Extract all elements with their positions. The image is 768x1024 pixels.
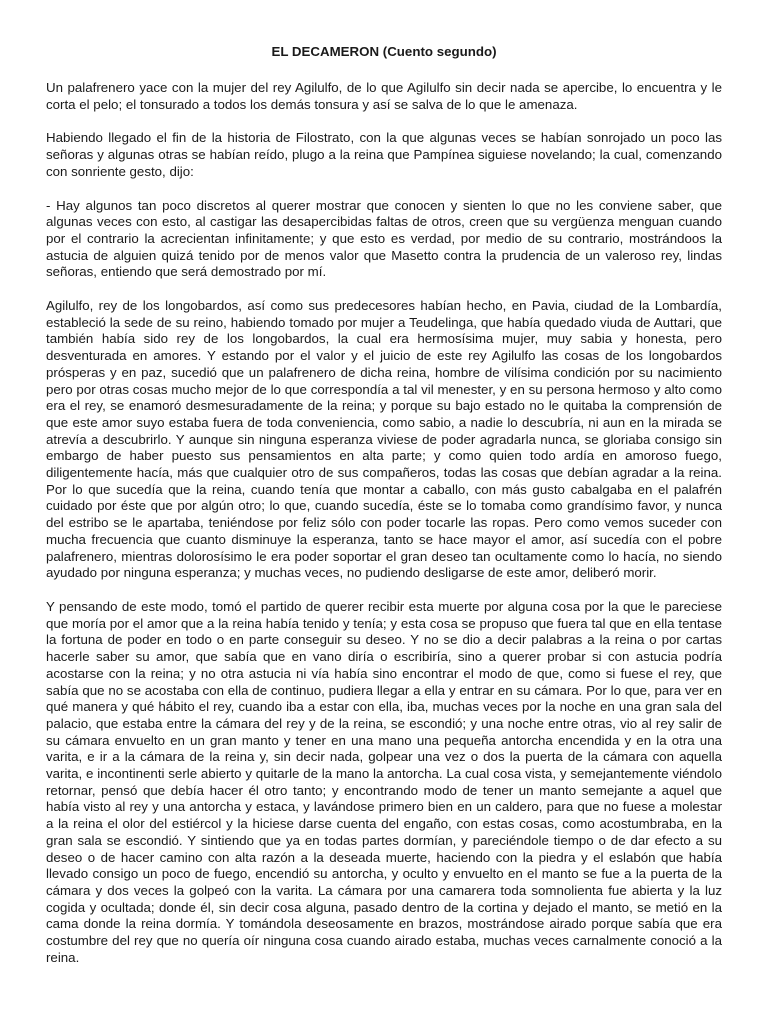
- introduction-paragraph: Habiendo llegado el fin de la historia de Filostrato, con la que algunas veces se habían sonrojado un poco las señoras y algunas otras se habían reído, plugo a la reina que Pampínea siguiese novelando; la cual, comenzando con sonriente gesto, dijo:: [46, 130, 722, 179]
- document-page: [46, 42, 722, 983]
- story-paragraph-agilulfo: Agilulfo, rey de los longobardos, así como sus predecesores habían hecho, en Pavia, ciudad de la Lombardía, estableció la sede de su reino, habiendo tomado por mujer a Teudelinga, que había quedado viuda de Auttari, que también había sido rey de los longobardos, la cual era hermosísima mujer, muy sabia y honesta, pero desventurada en amores. Y estando por el valor y el juicio de este rey Agilulfo las cosas de los longobardos prósperas y en paz, sucedió que un palafrenero de dicha reina, hombre de vilísima condición por su nacimiento pero por otras cosas mucho mejor de lo que correspondía a tal vil menester, y en su persona hermoso y alto como era el rey, se enamoró desmesuradamente de la reina; y porque su bajo estado no le quitaba la comprensión de que este amor suyo estaba fuera de toda conveniencia, como sabio, a nadie lo descubría, ni aun en la mirada se atrevía a descubrirlo. Y aunque sin ninguna esperanza viviese de poder agradarla nunca, se gloriaba consigo sin embargo de haber puesto sus pensamientos en alta parte; y como quien todo ardía en amoroso fuego, diligentemente hacía, más que cualquier otro de sus compañeros, todas las cosas que debían agradar a la reina. Por lo que sucedía que la reina, cuando tenía que montar a caballo, con más gusto cabalgaba en el palafrén cuidado por éste que por algún otro; lo que, cuando sucedía, éste se lo tomaba como grandísimo favor, y nunca del estribo se le apartaba, teniéndose por feliz sólo con poder tocarle las ropas. Pero como vemos suceder con mucha frecuencia que cuanto disminuye la esperanza, tanto se hace mayor el amor, así sucedía con el pobre palafrenero, mientras dolorosísimo le era poder soportar el gran deseo tan ocultamente como lo hacía, no siendo ayudado por ninguna esperanza; y muchas veces, no pudiendo desligarse de este amor, deliberó morir.: [46, 298, 722, 581]
- story-paragraph-plan: Y pensando de este modo, tomó el partido de querer recibir esta muerte por alguna cosa por la que le pareciese que moría por el amor que a la reina había tenido y tenía; y esta cosa se propuso que fuera tal que en ella tentase la fortuna de poder en todo o en parte conseguir su deseo. Y no se dio a decir palabras a la reina o por cartas hacerle saber su amor, que sabía que en vano diría o escribiría, sino a querer probar si con astucia podría acostarse con la reina; y no otra astucia ni vía había sino encontrar el modo de que, como si fuese el rey, que sabía que no se acostaba con ella de continuo, pudiera llegar a ella y entrar en su cámara. Por lo que, para ver en qué manera y qué hábito el rey, cuando iba a estar con ella, iba, muchas veces por la noche en una gran sala del palacio, que estaba entre la cámara del rey y de la reina, se escondió; y una noche entre otras, vio al rey salir de su cámara envuelto en un gran manto y tener en una mano una pequeña antorcha encendida y en la otra una varita, e ir a la cámara de la reina y, sin decir nada, golpear una vez o dos la puerta de la cámara con aquella varita, e incontinenti serle abierto y quitarle de la mano la antorcha. La cual cosa vista, y semejantemente viéndolo retornar, pensó que debía hacer él otro tanto; y encontrando modo de tener un manto semejante a aquel que había visto al rey y una antorcha y estaca, y lavándose primero bien en un caldero, para que no fuese a molestar a la reina el olor del estiércol y la hiciese darse cuenta del engaño, con estas cosas, como acostumbraba, en la gran sala se escondió. Y sintiendo que ya en todas partes dormían, y pareciéndole tiempo o de dar efecto a su deseo o de hacer camino con alta razón a la deseada muerte, haciendo con la piedra y el eslabón que había llevado consigo un poco de fuego, encendió su antorcha, y oculto y envuelto en el manto se fue a la puerta de la cámara y dos veces la golpeó con la varita. La cámara por una camarera toda somnolienta fue abierta y la luz cogida y ocultada; donde él, sin decir cosa alguna, pasado dentro de la cortina y dejado el manto, se metió en la cama donde la reina dormía. Y tomándola deseosamente en brazos, mostrándose airado porque sabía que era costumbre del rey que no quería oír ninguna cosa cuando airado estaba, muchas veces carnalmente conoció a la reina.: [46, 598, 722, 965]
- summary-paragraph: Un palafrenero yace con la mujer del rey Agilulfo, de lo que Agilulfo sin decir nada se apercibe, lo encuentra y le corta el pelo; el tonsurado a todos los demás tonsura y así se salva de lo que le amenaza.: [46, 80, 722, 112]
- narrator-opening-paragraph: - Hay algunos tan poco discretos al querer mostrar que conocen y sienten lo que no les conviene saber, que algunas veces con esto, al castigar las desapercibidas faltas de otros, creen que su vergüenza menguan cuando por el contrario la acrecientan infinitamente; y que esto es verdad, por medio de su contrario, mostrándoos la astucia de alguien quizá tenido por de menos valor que Masetto contra la prudencia de un valeroso rey, lindas señoras, entiendo que será demostrado por mí.: [46, 197, 722, 280]
- document-title: EL DECAMERON (Cuento segundo): [271, 44, 497, 59]
